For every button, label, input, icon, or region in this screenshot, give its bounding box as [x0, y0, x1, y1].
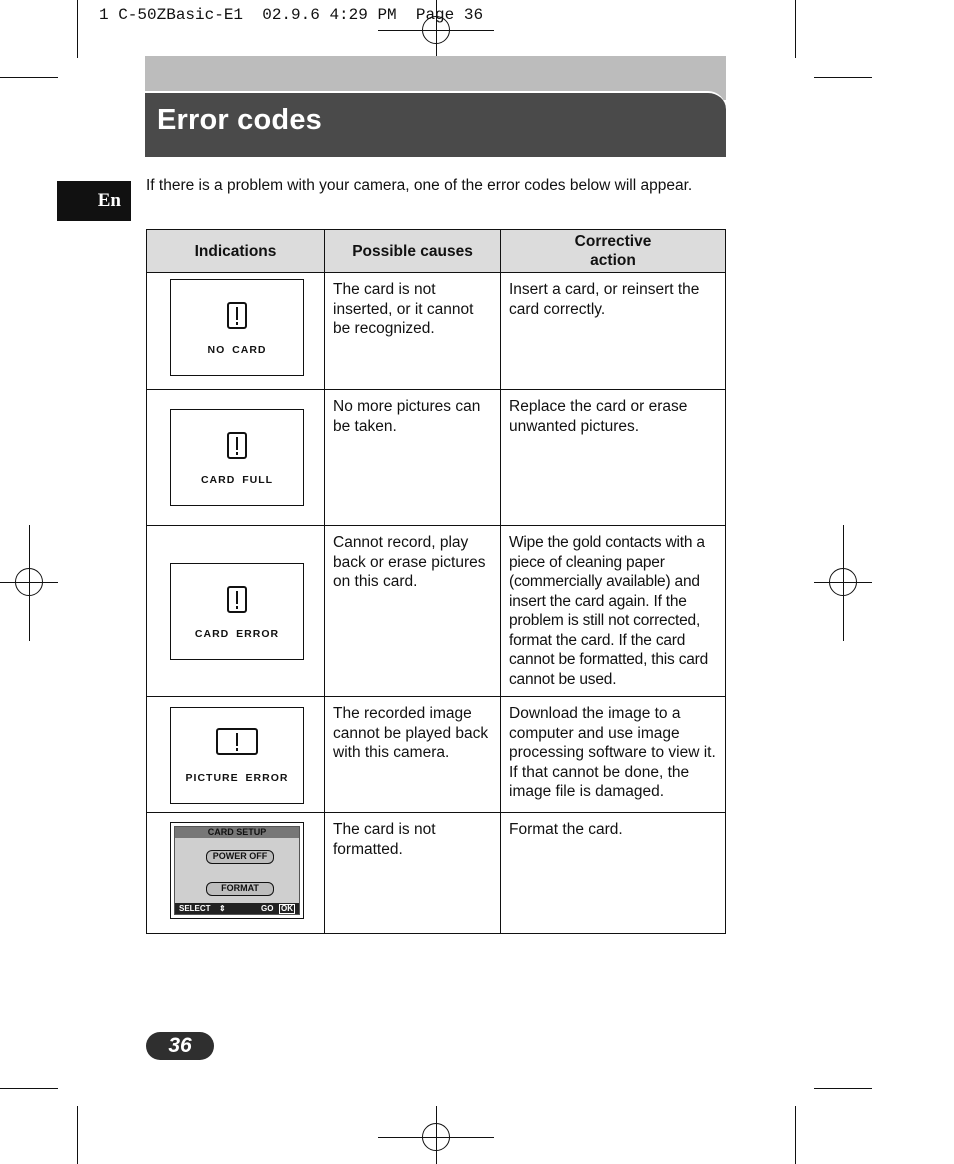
warning-card-icon — [227, 586, 247, 613]
page-title: Error codes — [157, 104, 322, 136]
action-cell: Insert a card, or reinsert the card correctly. — [501, 273, 726, 390]
header-possible-causes: Possible causes — [325, 230, 501, 273]
indication-cell — [147, 526, 325, 697]
table-row — [147, 697, 726, 813]
cause-cell: Cannot record, play back or erase pictures on this card. — [325, 526, 501, 697]
language-tab-label: En — [97, 190, 121, 211]
format-option — [206, 882, 274, 896]
crop-mark — [378, 30, 494, 31]
cause-cell: No more pictures can be taken. — [325, 390, 501, 526]
screen-message: NO CARD — [207, 344, 267, 356]
power-off-option: POWER OFF — [206, 850, 274, 864]
camera-screen — [170, 563, 304, 660]
warning-card-icon — [227, 302, 247, 329]
intro-text: If there is a problem with your camera, one of the error codes below will appear. — [146, 177, 693, 194]
cause-cell: The card is not inserted, or it cannot be recognized. — [325, 273, 501, 390]
language-tab — [57, 181, 131, 221]
action-cell: Replace the card or erase unwanted pictures. — [501, 390, 726, 526]
header-corrective-action — [501, 230, 726, 273]
card-setup-menu — [174, 826, 300, 915]
table-header-row — [147, 230, 726, 273]
screen-message: PICTURE ERROR — [185, 772, 289, 784]
cause-cell: The recorded image cannot be played back with this camera. — [325, 697, 501, 813]
cause-cell: The card is not formatted. — [325, 813, 501, 934]
crop-mark — [814, 582, 872, 583]
table-row — [147, 526, 726, 697]
crop-mark — [0, 582, 58, 583]
crop-mark — [378, 1137, 494, 1138]
print-slug: 1 C-50ZBasic-E1 02.9.6 4:29 PM Page 36 — [99, 6, 484, 24]
crop-mark — [29, 525, 30, 641]
crop-mark — [795, 1106, 796, 1164]
indication-cell — [147, 390, 325, 526]
action-cell: Download the image to a computer and use image processing software to view it. If that cannot be done, the image file is damaged. — [501, 697, 726, 813]
indication-cell — [147, 813, 325, 934]
screen-message: CARD ERROR — [194, 628, 280, 640]
crop-mark — [77, 0, 78, 58]
arrows-icon: ⇕ — [219, 904, 226, 913]
crop-mark — [0, 77, 58, 78]
action-cell: Wipe the gold contacts with a piece of cleaning paper (commercially available) and insert the card again. If the problem is still not corrected, format the card. If the card cannot be formatted, this card cannot be used. — [501, 526, 726, 697]
page-number: 36 — [146, 1032, 214, 1060]
action-cell: Format the card. — [501, 813, 726, 934]
menu-footer-go: GO — [261, 904, 274, 913]
indication-cell — [147, 273, 325, 390]
header-corrective-action-line1: Corrective — [574, 233, 652, 250]
format-option-label: FORMAT — [221, 883, 259, 893]
header-corrective-action-line2: action — [590, 252, 636, 269]
camera-screen — [170, 279, 304, 376]
menu-footer-select: SELECT — [179, 904, 211, 913]
crop-mark — [814, 1088, 872, 1089]
table-row — [147, 273, 726, 390]
crop-mark — [814, 77, 872, 78]
crop-mark — [436, 1106, 437, 1164]
crop-mark — [843, 525, 844, 641]
error-codes-table — [146, 229, 726, 934]
card-setup-screen — [170, 822, 304, 919]
warning-card-icon — [227, 432, 247, 459]
screen-message: CARD FULL — [200, 474, 274, 486]
table-row — [147, 390, 726, 526]
camera-screen — [170, 409, 304, 506]
crop-mark — [795, 0, 796, 58]
crop-mark — [0, 1088, 58, 1089]
warning-picture-icon — [216, 728, 258, 755]
menu-title: CARD SETUP — [175, 827, 299, 838]
table-row — [147, 813, 726, 934]
indication-cell — [147, 697, 325, 813]
menu-footer-ok: OK — [281, 904, 293, 913]
crop-mark — [77, 1106, 78, 1164]
menu-footer — [175, 903, 299, 914]
header-indications: Indications — [147, 230, 325, 273]
camera-screen — [170, 707, 304, 804]
